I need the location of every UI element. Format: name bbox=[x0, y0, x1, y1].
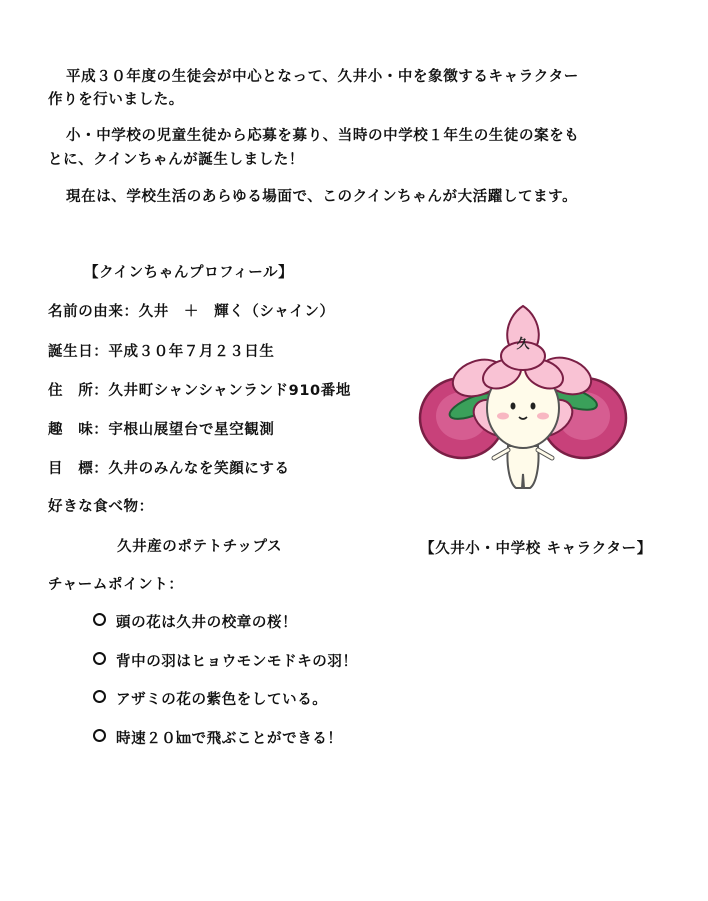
profile-name-origin: 名前の由来：久井 ＋ 輝く（シャイン） bbox=[48, 304, 335, 320]
profile-charm-label: チャームポイント： bbox=[48, 577, 184, 593]
intro-paragraph-2-line-2: とに、クインちゃんが誕生しました！ bbox=[48, 152, 304, 168]
profile-birthday: 誕生日：平成３０年７月２３日生 bbox=[48, 344, 275, 360]
intro-paragraph-1-line-2: 作りを行いました。 bbox=[48, 92, 184, 108]
charm-point-item: 背中の羽はヒョウモンモドキの羽！ bbox=[93, 652, 358, 672]
petal-character: 久 bbox=[516, 337, 530, 352]
right-eye-icon bbox=[531, 403, 536, 410]
intro-paragraph-1-line-1: 平成３０年度の生徒会が中心となって、久井小・中を象徴するキャラクター bbox=[66, 69, 579, 85]
left-eye-icon bbox=[511, 403, 516, 410]
mascot-caption: 【久井小・中学校 キャラクター】 bbox=[420, 541, 652, 557]
intro-paragraph-3: 現在は、学校生活のあらゆる場面で、このクインちゃんが大活躍してます。 bbox=[66, 189, 578, 205]
quin-chan-mascot-illustration bbox=[416, 298, 630, 494]
intro-paragraph-2-line-1: 小・中学校の児童生徒から応募を募り、当時の中学校１年生の生徒の案をも bbox=[66, 128, 580, 144]
circle-bullet-icon bbox=[93, 613, 106, 626]
circle-bullet-icon bbox=[93, 652, 106, 665]
circle-bullet-icon bbox=[93, 729, 106, 742]
charm-point-item: アザミの花の紫色をしている。 bbox=[93, 690, 327, 710]
profile-heading: 【クインちゃんプロフィール】 bbox=[84, 265, 294, 281]
profile-address: 住 所：久井町シャンシャンランド910番地 bbox=[48, 383, 351, 399]
charm-point-item: 時速２０㎞で飛ぶことができる！ bbox=[93, 729, 343, 749]
profile-hobby: 趣 味：宇根山展望台で星空観測 bbox=[48, 422, 275, 438]
circle-bullet-icon bbox=[93, 690, 106, 703]
charm-point-item: 頭の花は久井の校章の桜！ bbox=[93, 613, 297, 633]
mascot-body bbox=[507, 446, 538, 488]
profile-food-label: 好きな食べ物： bbox=[48, 499, 154, 515]
profile-food-value: 久井産のポテトチップス bbox=[117, 539, 283, 555]
profile-goal: 目 標：久井のみんなを笑顔にする bbox=[48, 461, 290, 477]
